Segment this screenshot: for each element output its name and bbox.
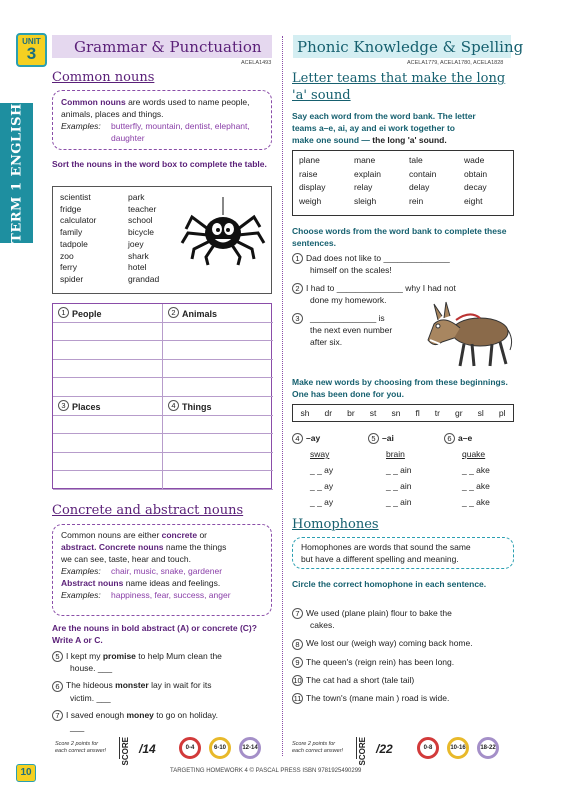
number-circle: 5 [52,651,63,662]
word-item: joey [128,238,144,249]
word-item: tadpole [60,238,88,249]
number-circle: 3 [58,400,69,411]
number-circle: 4 [292,433,303,444]
word-bank [292,150,514,216]
grammar-code: ACELA1493 [241,60,272,66]
number-circle: 6 [52,681,63,692]
table-header-cell [53,304,163,323]
table-answer-cell [163,360,273,379]
number-circle: 6 [444,433,455,444]
word-bank-word: explain [354,168,381,179]
word-item: park [128,192,145,202]
word-bank-word: display [299,182,326,192]
word-item: school [128,215,153,226]
table-header-cell [163,397,273,416]
table-answer-cell [53,378,163,397]
common-nouns-heading: Common nouns [52,70,155,85]
word-item: scientist [60,192,91,202]
number-circle: 7 [52,710,63,721]
column-ending: a–e [458,433,473,443]
word-box [52,186,272,294]
beginning-item: sl [477,408,484,418]
number-circle: 11 [293,694,302,704]
beginning-item: sh [300,408,310,418]
column-ending: –ai [382,433,394,443]
sentence-3: 3 ______________ is the next even number after six. [292,312,392,348]
homophone-item: 8 We lost our (weigh way) coming back home. [292,637,517,649]
word-bank-word: wade [464,155,485,165]
word-bank-word: sleigh [354,195,377,206]
donkey-illustration [420,300,515,370]
number-circle: 5 [368,433,379,444]
homophone-item: 10 The cat had a short (tale tail) [293,674,415,685]
make-word-column [368,430,412,510]
bold-noun: promise [102,651,136,661]
homophone-item: 11 The town's (mane main ) road is wide. [293,693,450,704]
concrete-abstract-definition: Common nouns are either concrete or abstract. Concrete nouns name the things we can see, taste, hear and touch. Examples: chair, music, snake, gardener Abstract nouns name ideas and feelings. Examples: happiness, fear, success, anger [52,524,272,616]
homophone-item: 7 We used (plane plain) flour to bake the cakes. [292,607,517,631]
example-word: quake [462,449,486,459]
concrete-abstract-heading: Concrete and abstract nouns [52,503,244,518]
question-item: 6 The hideous monster lay in wait for its victim. ___ [52,679,277,703]
make-words-columns [292,430,514,510]
bold-noun: monster [115,680,149,691]
left-score-ring-2: 6-10 [209,737,231,759]
column-divider [282,36,283,756]
word-box-column-2 [128,192,159,286]
word-bank-word: plane [299,155,320,165]
word-item: hotel [128,262,147,273]
question-item: 7 I saved enough money to go on holiday. ___ [52,709,277,733]
number-circle: 2 [168,307,179,318]
letter-teams-heading: Letter teams that make the long 'a' sound [292,71,506,103]
word-item: family [60,227,83,238]
word-bank-word: decay [464,182,487,192]
letter-teams-instruction: Say each word from the word bank. The letter teams a–e, ai, ay and ei work together to make one sound — the long 'a' sound. [292,111,476,145]
table-header-label: People [72,309,102,319]
word-item: grandad [128,273,160,284]
table-answer-cell [53,360,163,379]
word-item: zoo [60,250,74,261]
table-answer-cell [53,453,163,472]
beginning-item: fl [415,408,420,418]
table-answer-cell [163,323,273,342]
table-header-label: Things [182,402,212,412]
blank-word: _ _ ay [310,481,334,491]
word-bank-word: mane [354,155,376,165]
word-bank-word: tale [409,155,423,165]
left-score-ring-1: 0-4 [179,737,201,759]
blank-word: _ _ ay [310,497,334,507]
table-answer-cell [53,471,163,490]
number-circle: 7 [292,608,303,619]
word-box-column-1 [60,192,96,286]
phonic-title: Phonic Knowledge & Spelling [297,38,524,56]
word-bank-word: obtain [464,168,488,179]
word-item: bicycle [128,227,154,238]
homophones-heading: Homophones [292,517,379,532]
blank-word: _ _ ain [386,497,412,507]
word-item: calculator [60,215,97,226]
table-answer-cell [163,378,273,397]
word-item: teacher [128,203,157,214]
homophones-definition: Homophones are words that sound the same but have a different spelling and meaning. [292,537,514,569]
left-score-label: SCORE [121,737,130,766]
right-score-total: /22 [376,742,393,756]
beginning-item: dr [324,408,333,418]
question-item: 5 I kept my promise to help Mum clean the house. ___ [52,650,277,674]
word-bank-word: weigh [299,195,322,206]
abstract-concrete-questions [52,650,277,738]
beginnings-box [292,404,514,422]
choose-instruction: Choose words from the word bank to complete these sentences. [292,226,507,248]
blank-word: _ _ ain [386,481,412,491]
table-header-cell [163,304,273,323]
table-answer-cell [163,341,273,360]
word-item: ferry [60,262,77,273]
make-word-column [444,430,490,510]
right-score-label: SCORE [358,737,367,766]
sentence-1: 1 Dad does not like to ______________ himself on the scales! [292,252,450,276]
table-header-label: Places [72,402,101,412]
table-answer-cell [53,341,163,360]
phonic-code: ACELA1779, ACELA1780, ACELA1828 [407,60,504,66]
number-circle: 8 [292,639,303,650]
sort-table [52,303,272,489]
unit-badge: UNIT 3 [16,33,47,67]
word-bank-word: raise [299,168,318,179]
left-score-ring-3: 12-14 [239,737,261,759]
example-word: sway [310,449,330,459]
beginning-item: st [369,408,377,418]
grammar-title: Grammar & Punctuation [74,38,262,56]
blank-word: _ _ ain [386,465,412,475]
table-header-label: Animals [182,309,218,319]
make-word-column [292,430,333,510]
word-bank-word: rein [409,195,424,206]
word-bank-word: contain [409,168,437,179]
table-answer-cell [53,323,163,342]
homophones-instruction: Circle the correct homophone in each sentence. [292,579,487,589]
abstract-concrete-instruction: Are the nouns in bold abstract (A) or concrete (C)? Write A or C. [52,623,257,645]
column-ending: –ay [306,433,321,443]
bold-noun: money [126,709,154,720]
spider-illustration [178,197,268,267]
beginning-item: tr [434,408,440,418]
right-score-note: Score 2 points for each correct answer! [292,741,344,754]
number-circle: 9 [292,657,303,668]
word-bank-table [293,154,513,208]
blank-word: _ _ ake [462,481,490,491]
blank-word: _ _ ake [462,497,490,507]
table-answer-cell [163,471,273,490]
right-score-ring-3: 18-22 [477,737,499,759]
right-score-ring-2: 10-16 [447,737,469,759]
word-item: fridge [60,203,82,214]
word-bank-word: delay [409,182,430,192]
left-score-note: Score 2 points for each correct answer! [55,741,107,754]
word-bank-word: relay [354,182,373,192]
table-answer-cell [53,434,163,453]
footer-text: TARGETING HOMEWORK 4 © PASCAL PRESS ISBN 9781925490299 [170,768,362,774]
beginning-item: sn [391,408,401,418]
right-score-ring-1: 0-8 [417,737,439,759]
term-side-tab: TERM 1 ENGLISH [0,103,33,243]
table-answer-cell [163,453,273,472]
word-bank-word: eight [464,195,483,206]
sentence-2: 2 I had to ______________ why I had not done my homework. [292,282,456,306]
word-item: shark [128,250,149,261]
make-words-instruction: Make new words by choosing from these beginnings. One has been done for you. [292,377,508,399]
number-circle: 10 [293,676,302,685]
table-answer-cell [163,416,273,435]
beginning-item: br [347,408,355,418]
blank-word: _ _ ay [310,465,334,475]
homophone-questions [292,607,517,710]
number-circle: 4 [168,400,179,411]
word-item: spider [60,273,84,284]
beginning-item: pl [498,408,506,418]
page-number: 10 [16,764,36,782]
common-nouns-definition: Common nouns are words used to name people, animals, places and things. Examples: butterfly, mountain, dentist, elephant, daughter [52,90,272,150]
example-word: brain [386,449,405,459]
blank-word: _ _ ake [462,465,490,475]
homophone-item: 9 The queen's (reign rein) has been long. [292,656,517,668]
number-circle: 1 [58,307,69,318]
left-score-total: /14 [139,742,156,756]
table-answer-cell [163,434,273,453]
beginning-item: gr [455,408,463,418]
sort-instruction: Sort the nouns in the word box to complete the table. [52,159,267,169]
table-header-cell [53,397,163,416]
table-answer-cell [53,416,163,435]
